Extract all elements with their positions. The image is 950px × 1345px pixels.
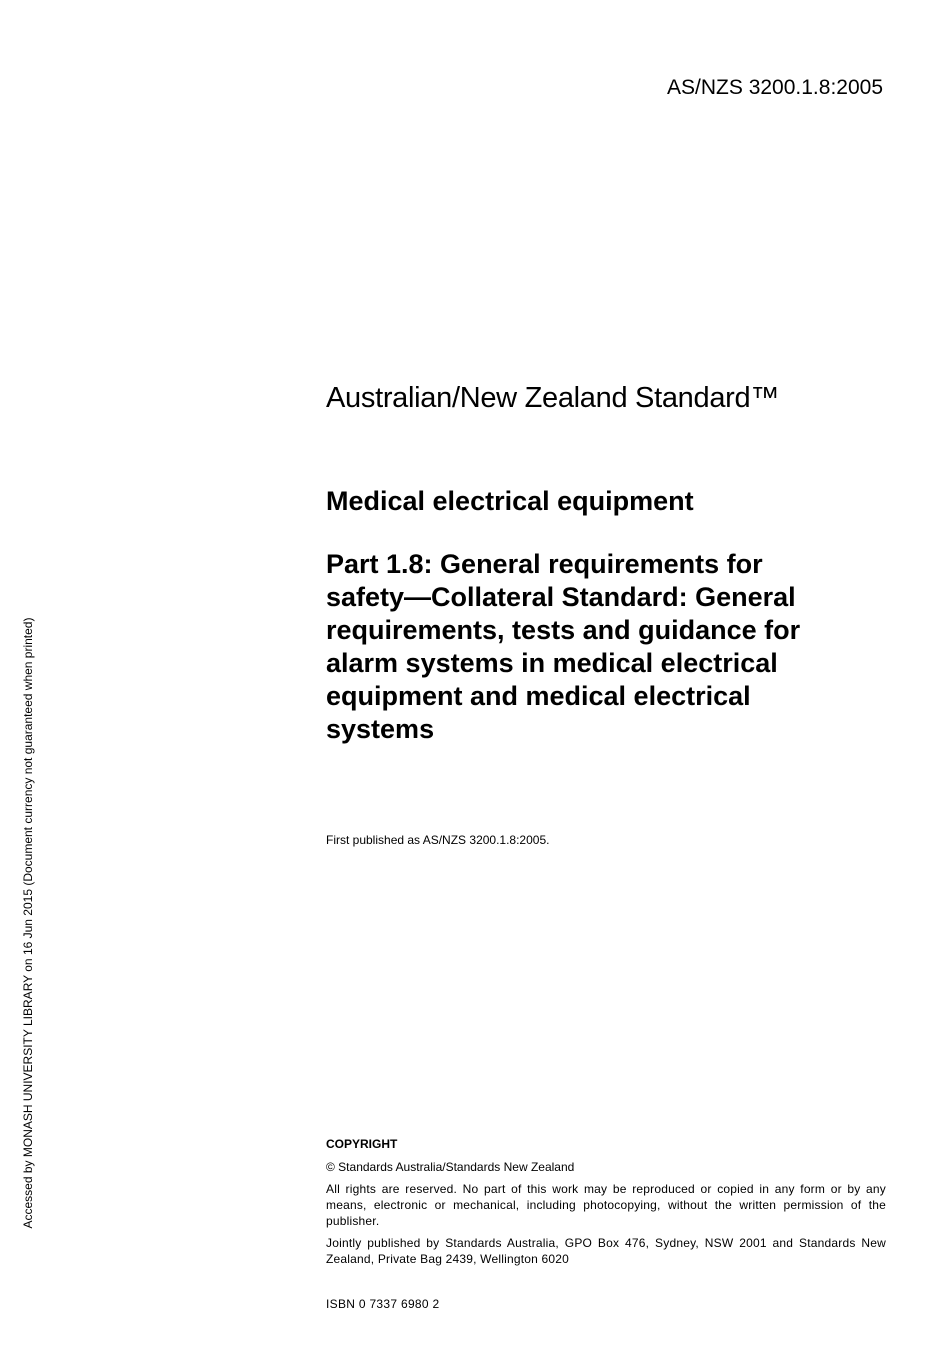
standard-number: AS/NZS 3200.1.8:2005 <box>667 76 883 99</box>
part-title-line: alarm systems in medical electrical <box>326 648 778 678</box>
part-title-line: requirements, tests and guidance for <box>326 615 801 645</box>
isbn: ISBN 0 7337 6980 2 <box>326 1297 440 1311</box>
copyright-heading: COPYRIGHT <box>326 1137 398 1151</box>
part-title <box>326 548 866 746</box>
copyright-owner: © Standards Australia/Standards New Zealand <box>326 1160 575 1174</box>
part-title-line: equipment and medical electrical <box>326 681 751 711</box>
access-watermark: Accessed by MONASH UNIVERSITY LIBRARY on 16 Jun 2015 (Document currency not guaranteed when printed) <box>21 617 35 1229</box>
part-title-line: safety—Collateral Standard: General <box>326 582 796 612</box>
part-title-line: systems <box>326 714 435 744</box>
copyright-block <box>326 1136 886 1273</box>
copyright-publisher: Jointly published by Standards Australia, GPO Box 476, Sydney, NSW 2001 and Standards New Zealand, Private Bag 2439, Wellington 6020 <box>326 1236 886 1266</box>
series-title: Australian/New Zealand Standard™ <box>326 382 780 414</box>
first-published-note: First published as AS/NZS 3200.1.8:2005. <box>326 833 550 847</box>
document-title: Medical electrical equipment <box>326 486 694 516</box>
copyright-rights: All rights are reserved. No part of this work may be reproduced or copied in any form or by any means, electronic or mechanical, including photocopying, without the written permission of the publisher. <box>326 1182 886 1228</box>
part-title-line: Part 1.8: General requirements for <box>326 549 763 579</box>
